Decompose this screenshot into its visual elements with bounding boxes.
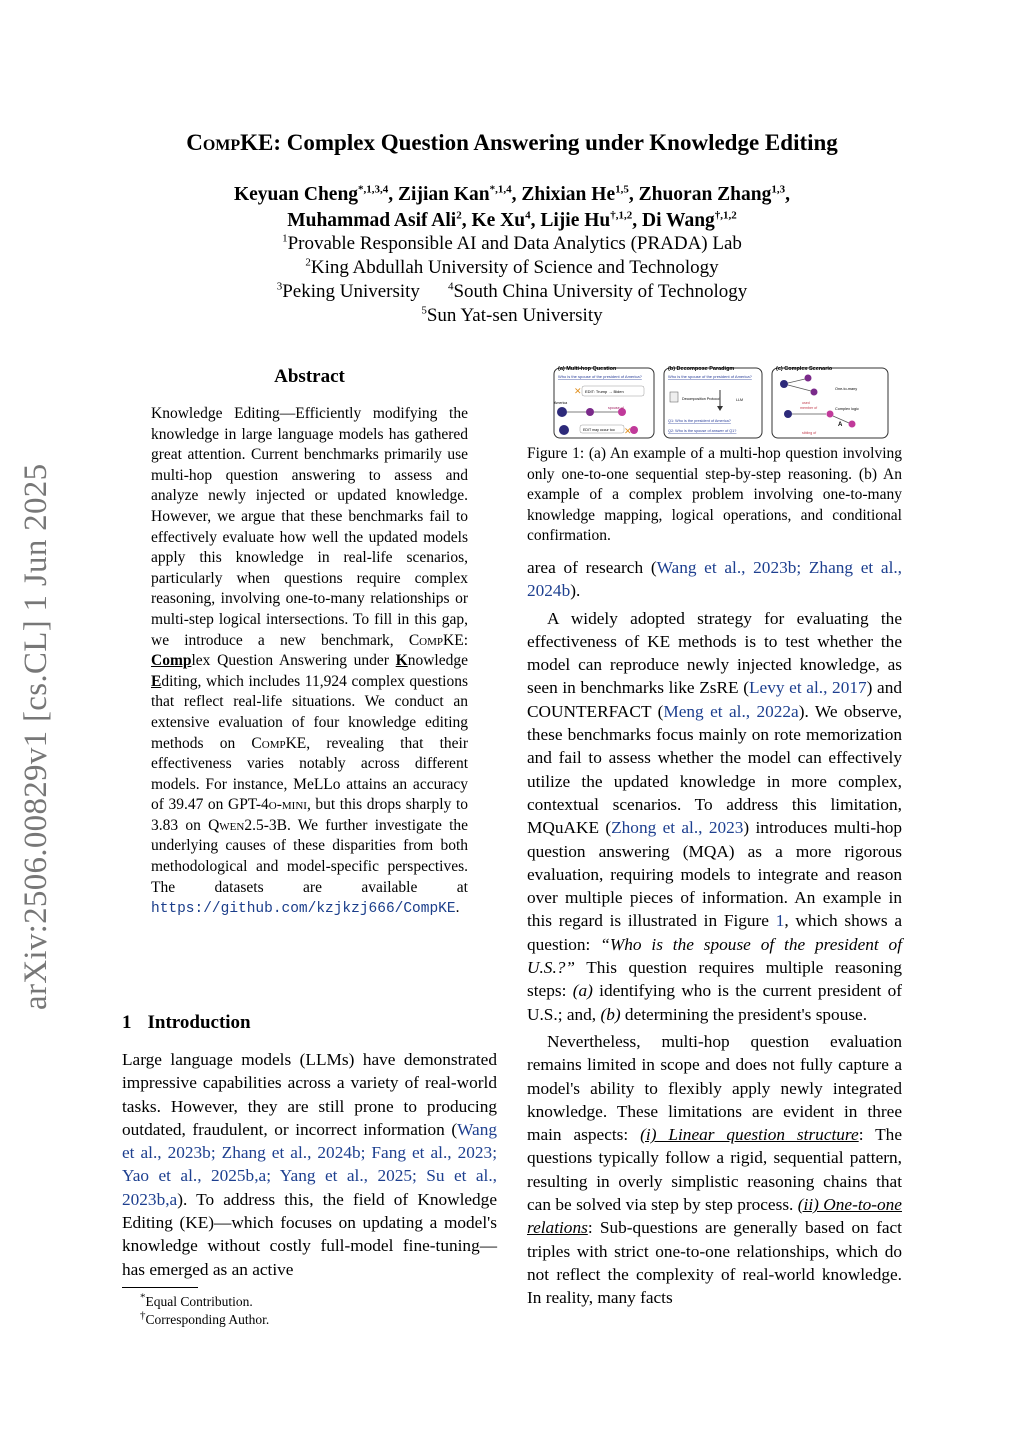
panel-a-fix: EDIT may occur too [583,428,615,432]
aspect-label: (ii) One-to-one relations [527,1195,902,1238]
author-name: , Di Wang [632,210,715,231]
body-text: : Sub-questions are generally based on fact triples with strict one-to-one relationships, which do not reflect the complexity of real-world knowledge. In reality, many facts [527,1218,902,1308]
author-name: , Zijian Kan [388,184,490,205]
footnote [140,1311,269,1329]
panel-b-title: (b) Decompose Paradigm [668,366,735,372]
citation-link[interactable]: Meng et al., 2022a [663,701,799,721]
abstract-text: lex Question Answering under [191,652,396,670]
author-affil-mark: *,1,4 [489,183,512,196]
panel-c-sibling: sibling of [802,431,817,435]
panel-a-question: Who is the spouse of the president of America? [558,374,642,379]
node-president [586,408,594,416]
dataset-link[interactable]: https://github.com/kzjkzj666/CompKE [151,901,456,918]
affiliation [0,232,1024,256]
panel-a-spouse: spouse of [608,406,624,410]
author-affil-mark: 1,3 [771,183,786,196]
node [811,389,818,396]
body-text: determining the president's spouse. [620,1004,868,1024]
acronym-letters: Comp [151,652,192,670]
node [780,380,788,388]
body-text: ). [570,581,581,601]
author-affil-mark: 4 [525,209,531,222]
arxiv-identifier: arXiv:2506.00829v1 [cs.CL] 1 Jun 2025 [18,463,54,1010]
figure-1 [552,364,892,442]
body-text: ) and COUNTERFACT ( [527,678,902,721]
footnote-rule [122,1287,198,1288]
title-text: : Complex Question Answering under Knowledge Editing [273,130,838,155]
right-column-text [527,556,902,1310]
affiliation-name: Peking University [282,281,420,302]
step-marker: (a) [572,981,593,1001]
node-old [559,425,569,435]
author-list [0,182,1024,234]
affiliation [0,256,1024,280]
model-name: Qwen [208,816,245,834]
node [805,375,812,382]
footnote-mark: * [140,1291,146,1304]
author-affil-mark: *,1,3,4 [358,183,389,196]
abstract-text: : [463,631,468,649]
body-text: ). We observe, these benchmarks focus mainly on rote memorization and fail to assess whether the model can effectively utilize the updated knowledge in more complex, contextual scenarios. To address this limitation, MQuAKE ( [527,701,902,838]
edge [788,379,805,383]
author-affil-mark: 2 [456,209,462,222]
body-text: Nevertheless, multi-hop question evaluation remains limited in scope and does not fully capture a model's ability to flexibly apply newly integrated knowledge. These limitations are evident in three main aspects: [527,1031,902,1145]
citation-link[interactable]: Zhong et al., 2023 [611,818,744,838]
affiliation-name: Sun Yat-sen University [426,305,603,326]
panel-a-edit: EDIT: Trump → Biden [585,389,624,394]
affiliation-name: South China University of Technology [453,281,748,302]
section-heading [122,1012,251,1034]
author-name: Muhammad Asif Ali [287,210,457,231]
abstract-text: Knowledge Editing—Efficiently modifying the knowledge in large language models has gathered great attention. Current benchmarks primarily use multi-hop question answering to assess and analyze newly injected or updated knowledge. However, we argue that these benchmarks fail to effectively evaluate how well the updated models apply this knowledge in real-life scenarios, particularly when questions require complex reasoning, involving one-to-many relationships or multi-step logical intersections. To fill in this gap, we introduce a new benchmark, [151,405,468,649]
author-name: , Zhixian He [511,184,616,205]
affiliation [0,280,1024,304]
cross-icon: ✕ [624,426,632,436]
abstract-text: . [455,899,460,917]
affiliation-name: King Abdullah University of Science and Technology [310,257,719,278]
author-line-1 [0,182,1024,208]
affiliation-mark: 5 [421,304,427,317]
section-title: Introduction [147,1012,251,1033]
caption-text: (a) An example of a multi-hop question involving only one-to-one sequential step-by-step reasoning. (b) An example of a complex problem involving one-to-many knowledge mapping, logical operations, and conditional confirmation. [527,445,903,545]
citation-link[interactable]: Wang et al., 2023b; Zhang et al., 2024b [527,558,903,601]
panel-c-member: member of [800,406,818,410]
author-separator: , [785,184,791,205]
panel-b-step: Decomposition Protocol [682,397,720,401]
footnote-text: Corresponding Author. [145,1312,270,1327]
panel-b-question: Who is the spouse of the president of America? [668,374,752,379]
node [827,411,834,418]
title-acronym: CompKE [186,130,274,155]
author-name: , Lijie Hu [530,210,611,231]
footnote-mark: † [140,1309,146,1322]
footnote-text: Equal Contribution. [145,1294,253,1309]
node [784,410,792,418]
intersection-icon: A [838,422,843,428]
benchmark-name: CompKE [251,734,307,752]
section-number: 1 [122,1012,132,1033]
affiliation-mark: 3 [276,280,283,293]
body-text: ). To address this, the field of Knowledge Editing (KE)—which focuses on updating a model's knowledge without costly full-model fine-tuning—has emerged as an active [122,1189,497,1279]
author-affil-mark: †,1,2 [714,209,737,222]
body-text: ) introduces multi-hop question answering (MQA) as a more rigorous evaluation, requiring models to integrate and reason over multiple pieces of information. An example in this regard is illustrated in Figure [527,818,902,931]
citation-link[interactable]: Levy et al., 2017 [748,678,867,698]
abstract-body [151,404,468,920]
node [849,421,856,428]
author-name: , Ke Xu [461,210,526,231]
acronym-letters: K [395,652,408,670]
affiliation-mark: 4 [447,280,454,293]
step-marker: (b) [600,1004,621,1024]
body-text: Large language models (LLMs) have demonstrated impressive capabilities across a variety of real-world tasks. However, they are still prone to producing outdated, fraudulent, or incorrect information ( [122,1050,497,1139]
figure-caption [527,444,902,547]
node-america [557,407,567,417]
author-affil-mark: 1,5 [615,183,629,196]
body-text: area of research ( [527,558,657,577]
author-affil-mark: †,1,2 [610,209,633,222]
edge [788,385,811,391]
abstract-heading: Abstract [274,366,345,387]
panel-b-q2: Q2: Who is the spouse of answer of Q1? [668,429,737,433]
example-question: “Who is the spouse of the president of U.S.?” [527,934,902,978]
abstract-text: nowledge [407,652,468,670]
aspect-label: (i) Linear question structure [640,1125,859,1145]
abstract-text: , revealing that their effectiveness varies notably across different models. For instance, MeLLo attains an accuracy of 39.47 on GPT- [151,734,468,814]
arrow-head [717,406,723,411]
citation-link[interactable]: Wang et al., 2023b; Zhang et al., 2024b; Fang et al., 2023; Yao et al., 2025b,a; Yang et al., 2025; Su et al., 2023b,a [122,1119,497,1209]
affiliation-name: Provable Responsible AI and Data Analytics (PRADA) Lab [287,233,742,254]
affiliation-list [0,232,1024,328]
footnote [140,1293,253,1311]
caption-label: Figure 1: [527,445,585,462]
body-text: A widely adopted strategy for evaluating the effectiveness of KE methods is to test whether the model can reproduce newly injected knowledge, as seen in benchmarks like ZsRE ( [527,608,902,698]
author-line-2 [0,208,1024,234]
panel-c-logic: Complex logic [835,407,859,411]
affiliation-mark: 1 [282,232,288,245]
body-text: , which shows a question: [527,911,903,954]
panel-c-frame [772,368,888,438]
benchmark-name: CompKE [408,631,464,649]
panel-a-node: America [554,401,568,405]
panel-a-title: (a) Multi-hop Question [558,366,617,372]
model-name: 4o-mini [261,796,307,814]
body-text: : The questions typically follow a rigid, sequential pattern, resulting in overly simplistic reasoning chains that can be solved via step by step process. [527,1125,902,1215]
panel-b-llm: LLM [736,398,743,402]
figure-reference-link[interactable]: 1 [775,911,785,931]
author-name: Keyuan Cheng [233,184,359,205]
panel-c-title: (c) Complex Scenario [776,366,833,372]
affiliation-mark: 2 [305,256,311,269]
panel-c-one-to-many: One-to-many [835,387,858,391]
body-text: identifying who is the current president of U.S.; and, [527,981,902,1024]
abstract-text: 2.5-3B. We further investigate the underlying causes of these disparities from both methodological and model-specific perspectives. The datasets are available at [151,816,469,896]
document-icon [670,392,678,402]
affiliation [0,304,1024,328]
intro-paragraph [122,1048,497,1281]
paper-title [0,130,1024,156]
cross-icon: ✕ [574,386,582,396]
body-text: This question requires multiple reasoning steps: [527,958,902,1001]
abstract-text: diting, which includes 11,924 complex questions that reflect real-life situations. We conduct an extensive evaluation of four knowledge editing methods on [151,672,468,752]
panel-b-q1: Q1: Who is the president of America? [668,419,731,423]
author-name: , Zhuoran Zhang [628,184,772,205]
acronym-letters: E [151,672,162,690]
abstract-text: , but this drops sharply to 3.83 on [151,796,468,834]
panel-c-used: used [802,401,810,405]
